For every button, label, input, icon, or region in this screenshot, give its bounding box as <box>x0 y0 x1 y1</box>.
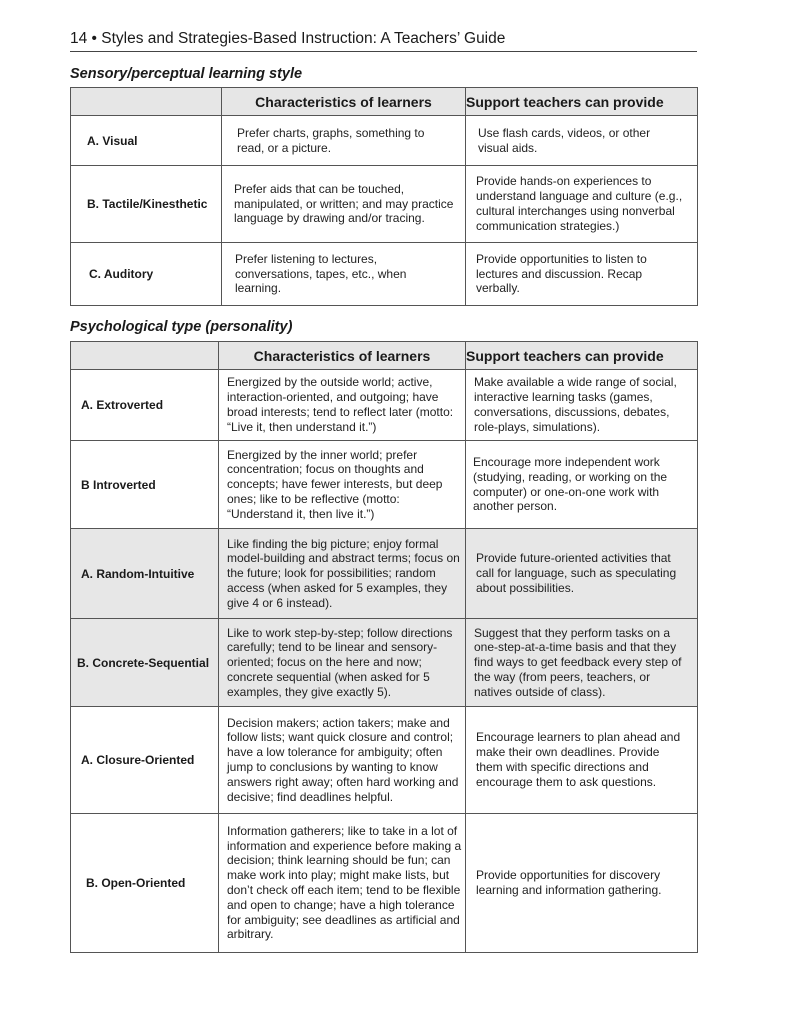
table-header-row <box>71 88 698 116</box>
characteristics-cell: Decision makers; action takers; make and follow lists; want quick closure and control; have a low tolerance for ambiguity; often jump to conclusions by wanting to know answers right away; often hard working and decisive; find deadlines helpful. <box>219 707 466 814</box>
support-cell: Provide hands-on experiences to understand language and culture (e.g., cultural interchanges using nonverbal communication strategies.) <box>466 166 698 243</box>
header-empty-cell <box>71 88 222 116</box>
section-title-psychological: Psychological type (personality) <box>70 319 293 335</box>
characteristics-cell: Prefer listening to lectures, conversations, tapes, etc., when learning. <box>222 243 466 306</box>
support-cell: Encourage more independent work (studying, reading, or working on the computer) or one-on-one work with another person. <box>466 441 698 529</box>
support-cell: Provide opportunities for discovery learning and information gathering. <box>466 814 698 953</box>
table-row <box>71 441 698 529</box>
row-label: A. Random-Intuitive <box>71 529 219 619</box>
header-support: Support teachers can provide <box>466 88 698 116</box>
row-label: B. Tactile/Kinesthetic <box>71 166 222 243</box>
page-header: 14 • Styles and Strategies-Based Instruction: A Teachers’ Guide <box>70 30 697 52</box>
row-label: C. Auditory <box>71 243 222 306</box>
support-cell: Provide future-oriented activities that call for language, such as speculating about possibilities. <box>466 529 698 619</box>
support-cell: Use flash cards, videos, or other visual aids. <box>466 116 698 166</box>
table-row <box>71 116 698 166</box>
support-cell: Provide opportunities to listen to lectures and discussion. Recap verbally. <box>466 243 698 306</box>
header-support: Support teachers can provide <box>466 342 698 370</box>
section-title-sensory: Sensory/perceptual learning style <box>70 66 303 82</box>
row-label: A. Closure-Oriented <box>71 707 219 814</box>
row-label: B Introverted <box>71 441 219 529</box>
characteristics-cell: Energized by the outside world; active, interaction-oriented, and outgoing; have broad interests; tend to reflect later (motto: “Live it, then understand it.”) <box>219 370 466 441</box>
table-row <box>71 243 698 306</box>
row-label: A. Extroverted <box>71 370 219 441</box>
table-row <box>71 814 698 953</box>
support-cell: Encourage learners to plan ahead and make their own deadlines. Provide them with specific directions and encourage them to ask questions. <box>466 707 698 814</box>
table-row <box>71 166 698 243</box>
header-characteristics: Characteristics of learners <box>219 342 466 370</box>
table-row <box>71 619 698 707</box>
characteristics-cell: Prefer aids that can be touched, manipulated, or written; and may practice language by drawing and/or tracing. <box>222 166 466 243</box>
support-cell: Suggest that they perform tasks on a one-step-at-a-time basis and that they find ways to get feedback every step of the way (from peers, teachers, or natives outside of class). <box>466 619 698 707</box>
header-characteristics: Characteristics of learners <box>222 88 466 116</box>
table-row <box>71 529 698 619</box>
table-header-row <box>71 342 698 370</box>
characteristics-cell: Prefer charts, graphs, something to read, or a picture. <box>222 116 466 166</box>
row-label: B. Open-Oriented <box>71 814 219 953</box>
row-label: B. Concrete-Sequential <box>71 619 219 707</box>
characteristics-cell: Energized by the inner world; prefer concentration; focus on thoughts and concepts; have fewer interests, but deep ones; like to be reflective (motto: “Understand it, then live it.”) <box>219 441 466 529</box>
characteristics-cell: Like to work step-by-step; follow directions carefully; tend to be linear and sensory-oriented; focus on the here and now; concrete sequential (when asked for 5 examples, they give exactly 5). <box>219 619 466 707</box>
table-row <box>71 370 698 441</box>
support-cell: Make available a wide range of social, interactive learning tasks (games, conversations, discussions, debates, role-plays, simulations). <box>466 370 698 441</box>
sensory-table <box>70 87 698 306</box>
table-row <box>71 707 698 814</box>
psychological-table <box>70 341 698 953</box>
header-empty-cell <box>71 342 219 370</box>
characteristics-cell: Like finding the big picture; enjoy formal model-building and abstract terms; focus on the future; look for possibilities; random access (when asked for 5 examples, they give 4 or 6 instead). <box>219 529 466 619</box>
row-label: A. Visual <box>71 116 222 166</box>
characteristics-cell: Information gatherers; like to take in a lot of information and experience before making a decision; think learning should be fun; can make work into play; might make lists, but don’t check off each item; tend to be flexible and open to change; have a high tolerance for ambiguity; see deadlines as artificial and arbitrary. <box>219 814 466 953</box>
